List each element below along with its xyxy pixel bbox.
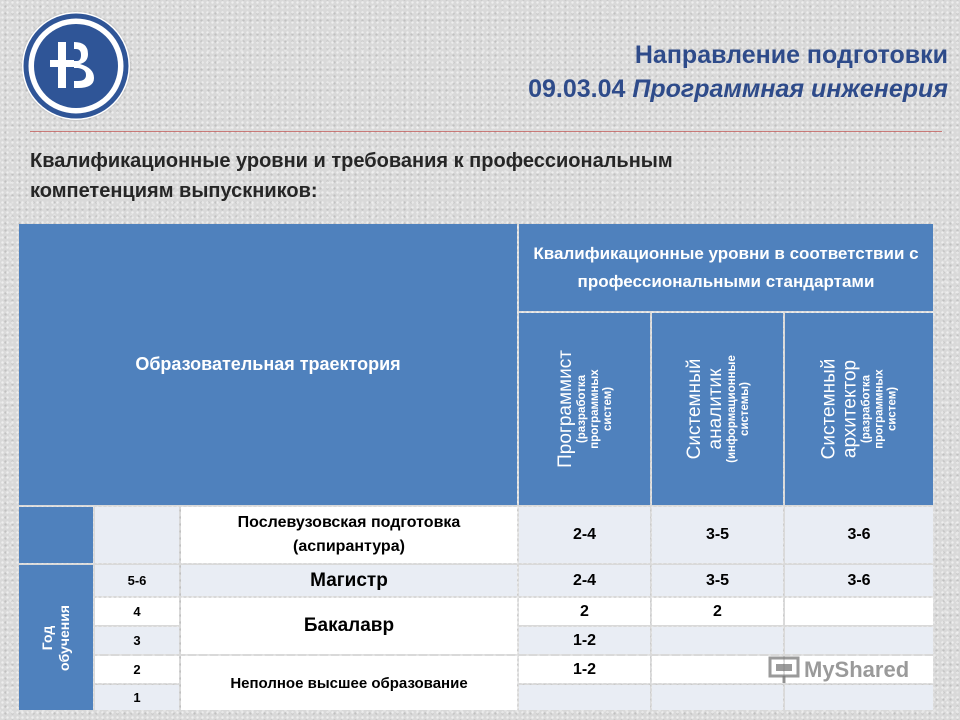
year3-architect-value xyxy=(785,627,933,654)
column-header-architect xyxy=(785,313,933,505)
year2-analyst-value xyxy=(652,656,783,683)
programmer-title: Программист xyxy=(554,350,576,468)
slide-title xyxy=(348,38,948,106)
architect-sub2: программных xyxy=(873,369,886,449)
programmer-sub3: систем) xyxy=(601,386,614,432)
postgrad-architect-text: 3-6 xyxy=(847,526,871,543)
year-5-6: 5-6 xyxy=(127,573,147,588)
year-4-cell xyxy=(95,598,179,625)
postgrad-year-cell xyxy=(95,507,179,563)
trajectory-header xyxy=(19,224,517,505)
postgrad-label-cell xyxy=(181,507,517,563)
master-programmer-text: 2-4 xyxy=(572,571,597,589)
incomplete-label-cell xyxy=(181,656,517,710)
postgrad-programmer-text: 2-4 xyxy=(572,526,597,543)
year-2: 2 xyxy=(133,662,141,677)
hse-logo xyxy=(22,12,130,120)
hse-logo-emblem xyxy=(22,12,130,120)
watermark xyxy=(768,656,909,684)
year-1-cell xyxy=(95,685,179,710)
levels-header xyxy=(519,224,933,311)
programmer-sub1: (разработка xyxy=(575,374,588,444)
postgrad-analyst-value xyxy=(652,507,783,563)
year-4: 4 xyxy=(133,604,141,619)
architect-title2: архитектор xyxy=(839,359,861,459)
trajectory-header-text: Образовательная траектория xyxy=(135,354,401,374)
year-of-study-label xyxy=(19,565,93,710)
year1-programmer-value xyxy=(519,685,650,710)
presentation-icon xyxy=(768,656,800,684)
analyst-title2: аналитик xyxy=(704,368,726,450)
year4-analyst-value xyxy=(652,598,783,625)
year4-programmer-value xyxy=(519,598,650,625)
year-5-6-cell xyxy=(95,565,179,596)
programmer-sub2: программных xyxy=(588,369,601,449)
postgrad-programmer-value xyxy=(519,507,650,563)
analyst-title1: Системный xyxy=(683,358,705,460)
bachelor-label: Бакалавр xyxy=(303,615,395,636)
column-header-programmer xyxy=(519,313,650,505)
master-analyst-value xyxy=(652,565,783,596)
year1-architect-value xyxy=(785,685,933,710)
title-line2 xyxy=(348,72,948,106)
master-architect-text: 3-6 xyxy=(847,571,871,589)
year3-programmer-value xyxy=(519,627,650,654)
title-divider xyxy=(30,131,942,132)
master-label: Магистр xyxy=(310,569,388,591)
postgrad-label-line2: (аспирантура) xyxy=(293,538,405,555)
year4-analyst-text: 2 xyxy=(713,602,722,620)
postgrad-architect-value xyxy=(785,507,933,563)
analyst-sub2: системы) xyxy=(738,382,751,436)
program-name: Программная инженерия xyxy=(632,75,948,103)
postgrad-year-spacer xyxy=(19,507,93,563)
column-header-analyst xyxy=(652,313,783,505)
year4-architect-value xyxy=(785,598,933,625)
column-header-analyst-text xyxy=(684,355,752,463)
master-architect-value xyxy=(785,565,933,596)
column-header-programmer-text xyxy=(555,350,615,468)
incomplete-label: Неполное высшее образование xyxy=(230,674,468,692)
year-3-cell xyxy=(95,627,179,654)
bachelor-label-cell xyxy=(181,598,517,654)
master-label-cell xyxy=(181,565,517,596)
year3-programmer-text: 1-2 xyxy=(572,631,597,649)
levels-header-text: Квалификационные уровни в соответствии с профессиональными стандартами xyxy=(533,243,919,291)
postgrad-label-line1: Послевузовская подготовка xyxy=(237,514,461,531)
year2-programmer-value xyxy=(519,656,650,683)
architect-sub3: систем) xyxy=(886,386,899,432)
slide-subtitle xyxy=(30,146,830,206)
year-1: 1 xyxy=(133,690,141,705)
title-line1: Направление подготовки xyxy=(634,41,948,69)
year4-programmer-text: 2 xyxy=(580,602,589,620)
year-3: 3 xyxy=(133,633,141,648)
year-of-study-text xyxy=(39,605,73,671)
architect-title1: Системный xyxy=(818,358,840,460)
year2-programmer-text: 1-2 xyxy=(572,660,597,678)
year-label-line2: обучения xyxy=(56,604,72,671)
postgrad-analyst-text: 3-5 xyxy=(705,526,730,543)
year3-analyst-value xyxy=(652,627,783,654)
master-analyst-text: 3-5 xyxy=(705,571,730,589)
column-header-architect-text xyxy=(819,359,900,460)
master-programmer-value xyxy=(519,565,650,596)
program-code: 09.03.04 xyxy=(528,75,626,103)
watermark-text: MyShared xyxy=(804,657,910,682)
architect-sub1: (разработка xyxy=(860,374,873,444)
year-label-line1: Год xyxy=(39,625,55,650)
analyst-sub1: (информационные xyxy=(725,355,738,463)
subtitle-line1: Квалификационные уровни и требования к профессиональным xyxy=(30,150,673,172)
subtitle-line2: компетенциям выпускников: xyxy=(30,180,318,202)
year-2-cell xyxy=(95,656,179,683)
year1-analyst-value xyxy=(652,685,783,710)
